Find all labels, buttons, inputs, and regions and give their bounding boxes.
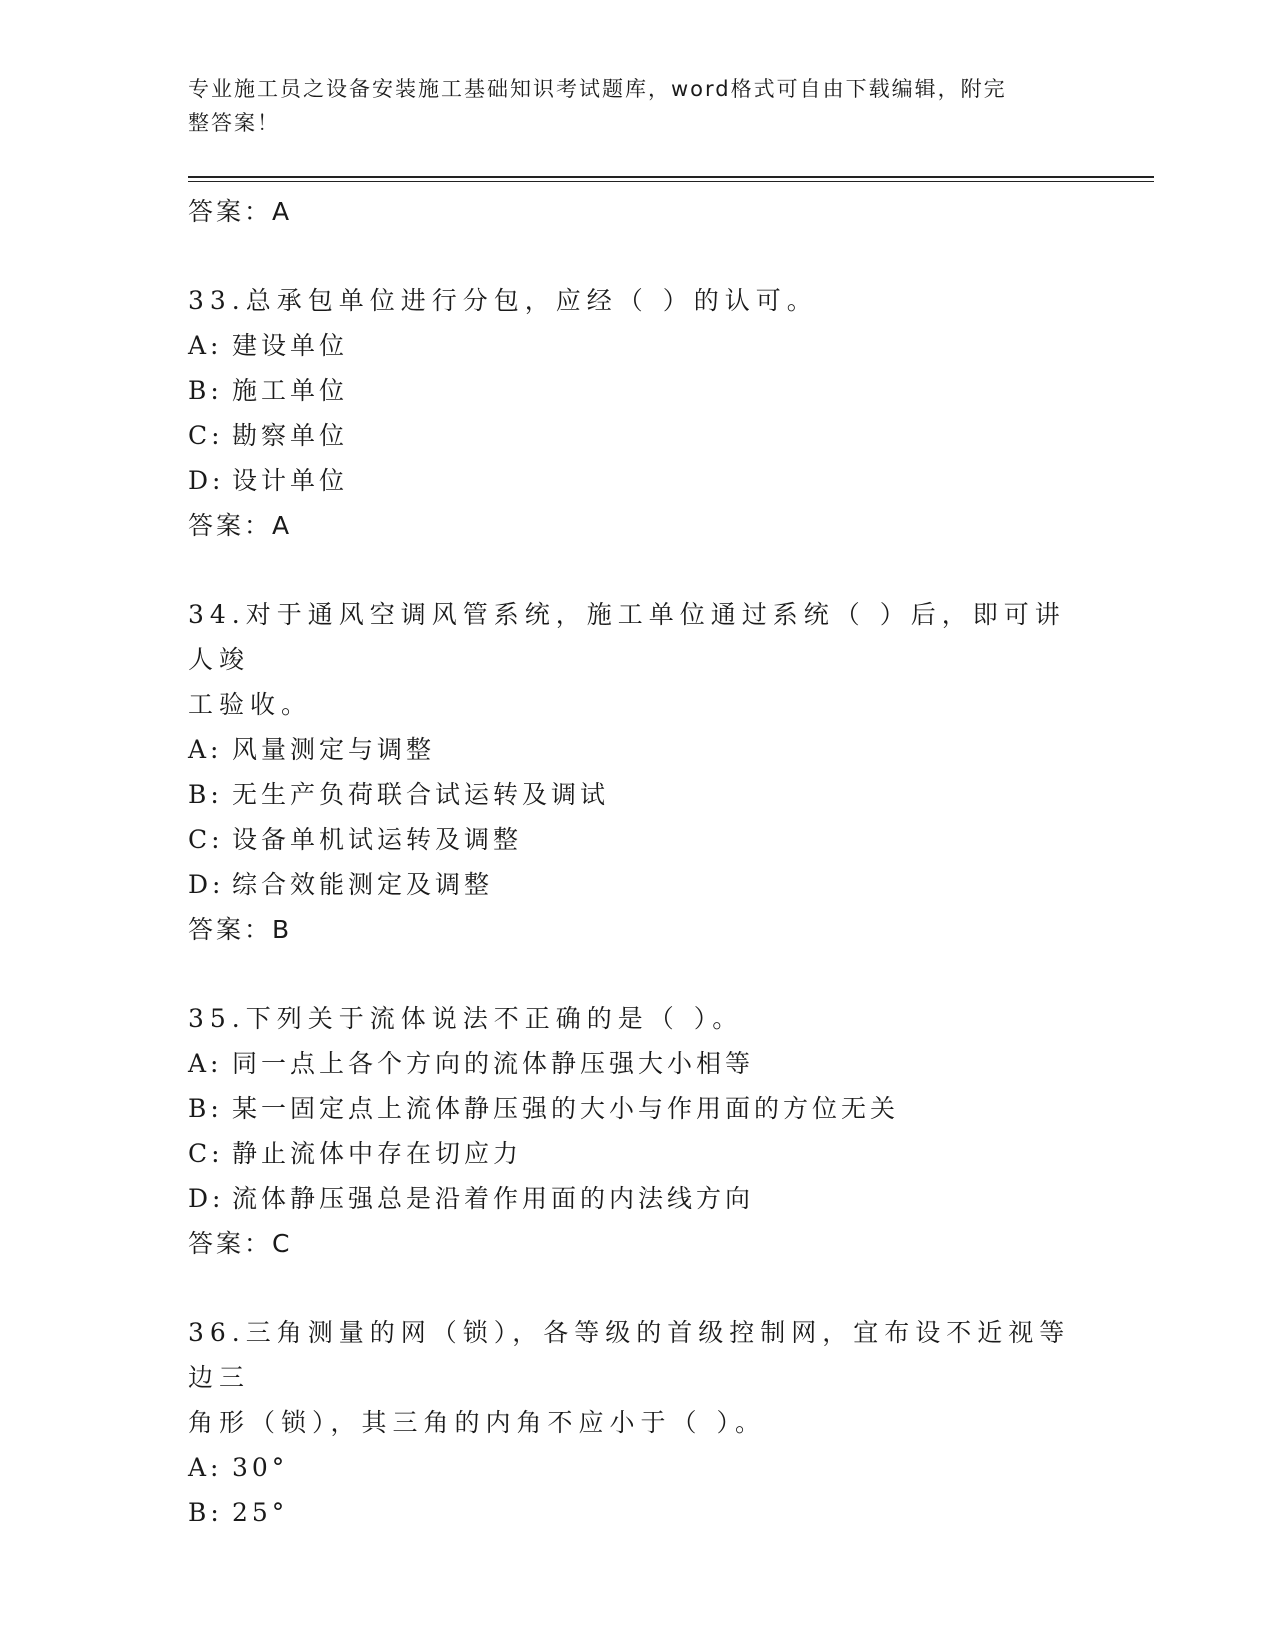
option-key: A:	[188, 1049, 223, 1078]
question-text: 34.对于通风空调风管系统，施工单位通过系统（ ）后，即可讲人竣	[188, 600, 1066, 674]
question-answer: 答案：C	[188, 1229, 293, 1258]
header-rule-thick	[188, 176, 1154, 178]
option-key: D:	[188, 1184, 225, 1213]
answer-option	[188, 458, 1088, 503]
option-key: C:	[188, 1139, 224, 1168]
option-key: A:	[188, 1453, 223, 1482]
previous-answer: 答案：A	[188, 197, 293, 226]
option-text: 风量测定与调整	[232, 735, 436, 764]
option-text: 施工单位	[232, 376, 349, 405]
option-key: D:	[188, 466, 225, 495]
question-text: 35.下列关于流体说法不正确的是（ ）。	[188, 1004, 744, 1033]
option-key: B:	[188, 1498, 223, 1527]
answer-option	[188, 1445, 1088, 1490]
option-text: 30°	[232, 1453, 289, 1482]
question-answer: 答案：A	[188, 511, 293, 540]
option-text: 设备单机试运转及调整	[232, 825, 523, 854]
header-line-2: 整答案！	[188, 111, 280, 135]
option-text: 25°	[232, 1498, 289, 1527]
option-text: 建设单位	[232, 331, 349, 360]
option-key: C:	[188, 421, 224, 450]
option-key: A:	[188, 735, 223, 764]
option-key: C:	[188, 825, 224, 854]
option-text: 无生产负荷联合试运转及调试	[232, 780, 610, 809]
answer-option	[188, 817, 1088, 862]
option-text: 综合效能测定及调整	[232, 870, 494, 899]
questions-container	[188, 278, 1088, 1535]
question-text: 工验收。	[188, 690, 313, 719]
document-header	[188, 72, 1068, 140]
answer-option	[188, 1131, 1088, 1176]
option-key: D:	[188, 870, 225, 899]
answer-option	[188, 862, 1088, 907]
option-key: B:	[188, 376, 223, 405]
option-text: 设计单位	[232, 466, 349, 495]
question-text: 33.总承包单位进行分包，应经（ ）的认可。	[188, 286, 818, 315]
question-block	[188, 278, 1088, 548]
answer-option	[188, 727, 1088, 772]
option-text: 勘察单位	[232, 421, 349, 450]
question-block	[188, 592, 1088, 952]
answer-option	[188, 1041, 1088, 1086]
question-block	[188, 996, 1088, 1266]
option-text: 静止流体中存在切应力	[232, 1139, 523, 1168]
question-text: 36.三角测量的网（锁），各等级的首级控制网，宜布设不近视等边三	[188, 1318, 1071, 1392]
answer-option	[188, 323, 1088, 368]
question-list	[188, 190, 1088, 1579]
question-block	[188, 1310, 1088, 1535]
answer-option	[188, 1176, 1088, 1221]
answer-option	[188, 1086, 1088, 1131]
option-text: 流体静压强总是沿着作用面的内法线方向	[232, 1184, 755, 1213]
answer-option	[188, 772, 1088, 817]
option-text: 某一固定点上流体静压强的大小与作用面的方位无关	[232, 1094, 900, 1123]
option-text: 同一点上各个方向的流体静压强大小相等	[232, 1049, 755, 1078]
option-key: B:	[188, 1094, 223, 1123]
answer-option	[188, 1490, 1088, 1535]
question-answer: 答案：B	[188, 915, 293, 944]
header-line-1: 专业施工员之设备安装施工基础知识考试题库，word格式可自由下载编辑，附完	[188, 77, 1007, 101]
answer-option	[188, 413, 1088, 458]
question-text: 角形（锁），其三角的内角不应小于（ ）。	[188, 1408, 766, 1437]
option-key: B:	[188, 780, 223, 809]
option-key: A:	[188, 331, 223, 360]
answer-option	[188, 368, 1088, 413]
header-rule-thin	[188, 181, 1154, 182]
